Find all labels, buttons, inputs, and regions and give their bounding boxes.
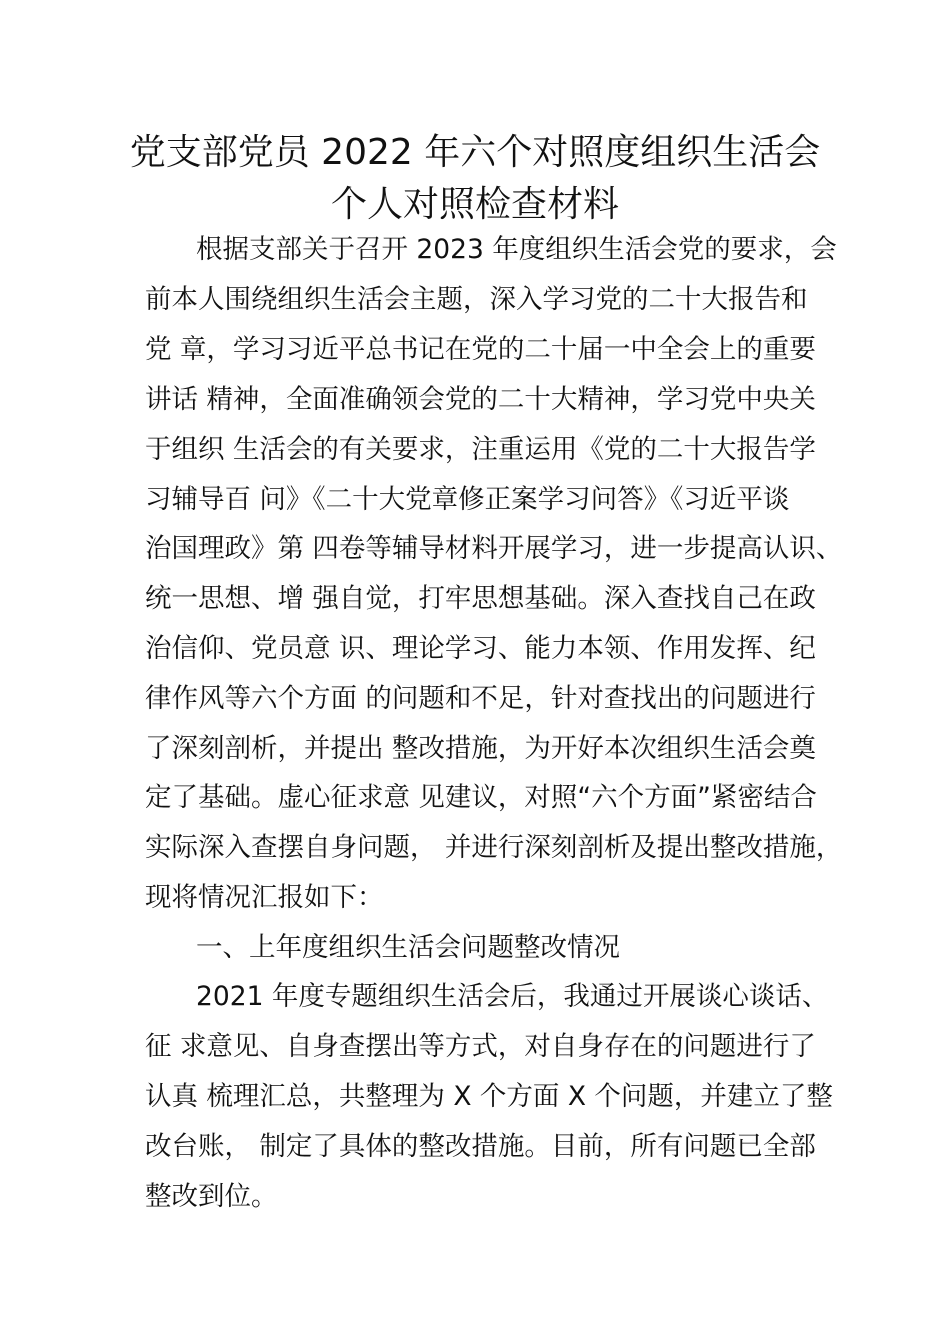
document-title-line-1: 党支部党员 2022 年六个对照度组织生活会 (129, 132, 821, 173)
paragraph-line: 改台账， 制定了具体的整改措施。目前，所有问题已全部 (145, 1131, 816, 1162)
paragraph-line: 律作风等六个方面 的问题和不足，针对查找出的问题进行 (145, 683, 816, 714)
paragraph-line: 2021 年度专题组织生活会后，我通过开展谈心谈话、 (196, 981, 829, 1012)
paragraph-line: 整改到位。 (145, 1181, 278, 1212)
paragraph-line: 定了基础。虚心征求意 见建议，对照“六个方面”紧密结合 (145, 782, 817, 813)
paragraph-line: 根据支部关于召开 2023 年度组织生活会党的要求，会 (196, 234, 837, 265)
paragraph-line: 了深刻剖析，并提出 整改措施，为开好本次组织生活会奠 (145, 733, 816, 764)
paragraph-line: 习辅导百 问》《二十大党章修正案学习问答》《习近平谈 (145, 484, 790, 515)
paragraph-line: 讲话 精神，全面准确领会党的二十大精神，学习党中央关 (145, 384, 816, 415)
paragraph-line: 认真 梳理汇总，共整理为 X 个方面 X 个问题，并建立了整 (145, 1081, 833, 1112)
paragraph-line: 征 求意见、自身查摆出等方式，对自身存在的问题进行了 (145, 1031, 816, 1062)
paragraph-line: 治国理政》第 四卷等辅导材料开展学习，进一步提高认识、 (145, 533, 843, 564)
paragraph-line: 实际深入查摆自身问题， 并进行深刻剖析及提出整改措施， (145, 832, 843, 863)
section-heading: 一、上年度组织生活会问题整改情况 (196, 932, 620, 963)
paragraph-line: 统一思想、增 强自觉，打牢思想基础。深入查找自己在政 (145, 583, 816, 614)
paragraph-line: 现将情况汇报如下： (145, 882, 384, 913)
paragraph-line: 前本人围绕组织生活会主题，深入学习党的二十大报告和 (145, 284, 808, 315)
paragraph-line: 于组织 生活会的有关要求，注重运用《党的二十大报告学 (145, 434, 816, 465)
paragraph-line: 党 章，学习习近平总书记在党的二十届一中全会上的重要 (145, 334, 816, 365)
document-title-line-2: 个人对照检查材料 (330, 184, 619, 225)
paragraph-line: 治信仰、党员意 识、理论学习、能力本领、作用发挥、纪 (145, 633, 816, 664)
